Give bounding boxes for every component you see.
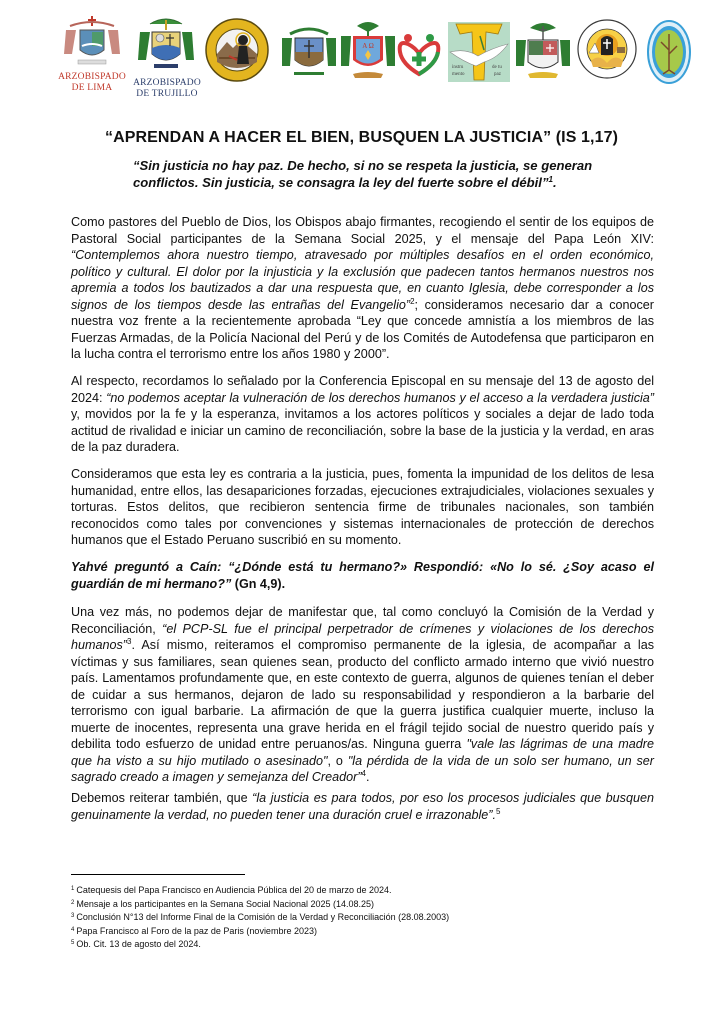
paragraph-text: . <box>365 770 370 784</box>
episcopal-conference-quote: “no podemos aceptar la vulneración de los derechos humanos y el acceso a la verdadera justicia” <box>106 390 655 405</box>
pope-francis-quote-1: "vale las lágrimas de una madre que ha visto a su hijo mutilado o asesinado" <box>71 737 654 768</box>
logo-episcopal-shield-2 <box>514 20 572 82</box>
genesis-quote: Yahvé preguntó a Caín: “¿Dónde está tu hermano?» Respondió: «No lo sé. ¿Soy acaso el guardián de mi hermano?” <box>71 560 654 591</box>
heart-cross-icon <box>394 28 444 78</box>
footnote-3 <box>71 911 521 925</box>
footnote-4 <box>71 925 521 939</box>
footnote-number: 3 <box>71 913 75 920</box>
logo-oval-tree-emblem <box>647 20 691 84</box>
footnote-number: 2 <box>71 899 75 906</box>
pope-leo-quote: “Contemplemos ahora nuestro tiempo, atravesado por múltiples desafíos en el orden económico, político y cultural. El dolor por la injusticia y la exclusión que padecen tantos hermanos nuestros nos apremia a todos los bautizados a dar una respuesta que, en cuanto Iglesia, debe corresponder a los signos de los tiempos desde las entrañas del Evangelio” <box>71 248 654 312</box>
pope-francis-quote-2: "la pérdida de la vida de un solo ser humano, un ser sagrado creado a imagen y semejanza del Creador” <box>71 753 655 784</box>
epigraph-end: . <box>552 175 557 190</box>
paragraph-text: Una vez más, no podemos dejar de manifestar que, tal como concluyó la Comisión de la Verdad y Reconciliación, <box>71 605 654 636</box>
paragraph-text: Debemos reiterar también, que <box>71 791 253 805</box>
header-logos <box>58 14 692 109</box>
footnote-number: 5 <box>71 940 75 947</box>
footnote-text: Conclusión N°13 del Informe Final de la Comisión de la Verdad y Reconciliación (28.08.2003) <box>76 912 450 923</box>
logo-arzobispado-de-lima <box>62 14 122 72</box>
logo-vicariato-apostolico <box>577 19 637 79</box>
footnote-5 <box>71 938 521 952</box>
caption-line: ARZOBISPADO <box>133 78 201 88</box>
footnote-2 <box>71 898 521 912</box>
footnote-ref[interactable]: 2 <box>410 296 415 306</box>
paragraph-5 <box>71 604 654 786</box>
caption-line: DE TRUJILLO <box>136 89 198 99</box>
bishop-coat-of-arms-icon <box>280 24 338 80</box>
footnotes <box>71 884 521 952</box>
logo-pastoral-health <box>394 28 444 78</box>
paragraph-genesis-quote <box>71 559 654 592</box>
bishop-coat-of-arms-icon <box>339 20 397 84</box>
paragraph-2 <box>71 373 654 456</box>
archbishop-coat-of-arms-icon <box>62 14 122 72</box>
paragraph-text: Al respecto, recordamos lo señalado por la Conferencia Episcopal en su mensaje del 13 de agosto del 2024: <box>71 374 654 405</box>
logo-caption-lima <box>54 72 130 94</box>
document-title: “APRENDAN A HACER EL BIEN, BUSQUEN LA JUSTICIA” (IS 1,17) <box>104 129 619 146</box>
paragraph-text: , o <box>327 753 348 768</box>
tau-cross-dove-icon <box>448 22 510 82</box>
caption-line: DE LIMA <box>71 83 113 93</box>
bible-reference: (Gn 4,9). <box>231 576 286 591</box>
tau-text: instru <box>452 65 464 70</box>
footnote-text: Ob. Cit. 13 de agosto del 2024. <box>76 939 201 950</box>
diocese-seal-icon <box>205 18 269 82</box>
paragraph-text: . Así mismo, reiteramos el compromiso permanente de la iglesia, de acompañar a las víctimas y sus familiares, sean quienes sean, producto del conflicto armado interno que vivió nuestro país. Lamentamos profundamente que, en este contexto de guerra, algunos de quienes tenían el deber de cuidar a sus hermanos, dejaron de lado su responsabilidad y respondieron a la barbarie del terrorismo con igual barbarie. La afirmación de que la guerra justifica cualquier muerte, incluso la muerte de inocentes, representa una grave herida en el frágil tejido social de nuestro querido país y debilita todo esfuerzo de unidad entre peruanos/as. Ninguna guerra <box>71 638 654 751</box>
footnote-text: Mensaje a los participantes en la Semana Social Nacional 2025 (14.08.25) <box>76 898 375 909</box>
footnote-text: Catequesis del Papa Francisco en Audiencia Pública del 20 de marzo de 2024. <box>76 885 392 895</box>
caption-line: ARZOBISPADO <box>58 72 126 82</box>
paragraph-3 <box>71 466 654 549</box>
footnote-ref[interactable]: 5 <box>495 806 501 816</box>
footnote-number: 4 <box>71 926 75 933</box>
logo-tau-dove <box>448 22 510 82</box>
bishop-coat-of-arms-icon <box>514 20 572 82</box>
footnote-1 <box>71 884 521 898</box>
tau-text: paz <box>494 72 501 77</box>
logo-caption-trujillo <box>132 78 202 100</box>
paragraph-1 <box>71 214 654 363</box>
paragraph-text: ; consideramos necesario dar a conocer nuestra voz frente a la recientemente aprobada “Ley que concede amnistía a los miembros de las Fuerzas Armadas, de la Policía Nacional del Perú y de los Comités de Autodefensa que participaron en la lucha contra el terrorismo entre los años 1980 y 2000”. <box>71 297 654 361</box>
paragraph-text: Como pastores del Pueblo de Dios, los Obispos abajo firmantes, recogiendo el sentir de los equipos de Pastoral Social participantes de la Semana Social 2025, y el mensaje del Papa León XIV: <box>71 215 654 246</box>
tau-text: de tu <box>492 65 502 70</box>
footnote-ref[interactable]: 4 <box>361 769 366 778</box>
alpha-omega-text: A Ω <box>362 42 374 50</box>
epigraph-quote <box>133 157 623 191</box>
paragraph-6 <box>71 790 654 823</box>
footnote-ref[interactable]: 3 <box>127 637 132 646</box>
vicariate-seal-icon <box>577 19 637 79</box>
tau-text: mento <box>452 72 465 77</box>
paragraph-text: y, movidos por la fe y la esperanza, invitamos a los actores políticos y sociales a dejar de lado toda actitud de rivalidad e iniciar un camino de reconciliación, sobre la base de la justicia y la verdad, en aras de la paz duradera. <box>71 407 654 454</box>
footnote-separator <box>71 874 245 875</box>
footnote-text: Papa Francisco al Foro de la paz de Paris (noviembre 2023) <box>76 925 317 936</box>
epigraph-text: “Sin justicia no hay paz. De hecho, si no se respeta la justicia, se generan conflictos. Sin justicia, se consagra la ley del fuerte sobre el débil” <box>133 158 593 190</box>
logo-episcopal-shield-alpha-omega <box>339 20 397 84</box>
logo-diocesis-de-chosica <box>205 18 269 82</box>
footnote-number: 1 <box>71 886 75 892</box>
footnote-ref[interactable]: 1 <box>548 175 553 184</box>
justice-quote: “la justicia es para todos, por eso los procesos judiciales que busquen genuinamente la verdad, no pueden tener una duración cruel e irrazonable”. <box>71 791 654 822</box>
cvr-quote: “el PCP-SL fue el principal perpetrador de crímenes y violaciones de los derechos humanos” <box>71 621 654 652</box>
logo-arzobispado-de-trujillo <box>136 16 196 78</box>
tree-emblem-icon <box>647 20 691 84</box>
paragraph-text: Consideramos que esta ley es contraria a la justicia, pues, fomenta la impunidad de los delitos de lesa humanidad, entre ellos, las desapariciones forzadas, ejecuciones extrajudiciales, violaciones sexuales y torturas. Estos delitos, que recibieron sentencia firme de tribunales nacionales, son también reconocidos como tales por convenciones y sistemas internacionales de protección de derechos humanos que el Estado Peruano suscribió en su momento. <box>71 467 654 547</box>
logo-episcopal-shield-1 <box>280 24 338 80</box>
archbishop-coat-of-arms-icon <box>136 16 196 78</box>
